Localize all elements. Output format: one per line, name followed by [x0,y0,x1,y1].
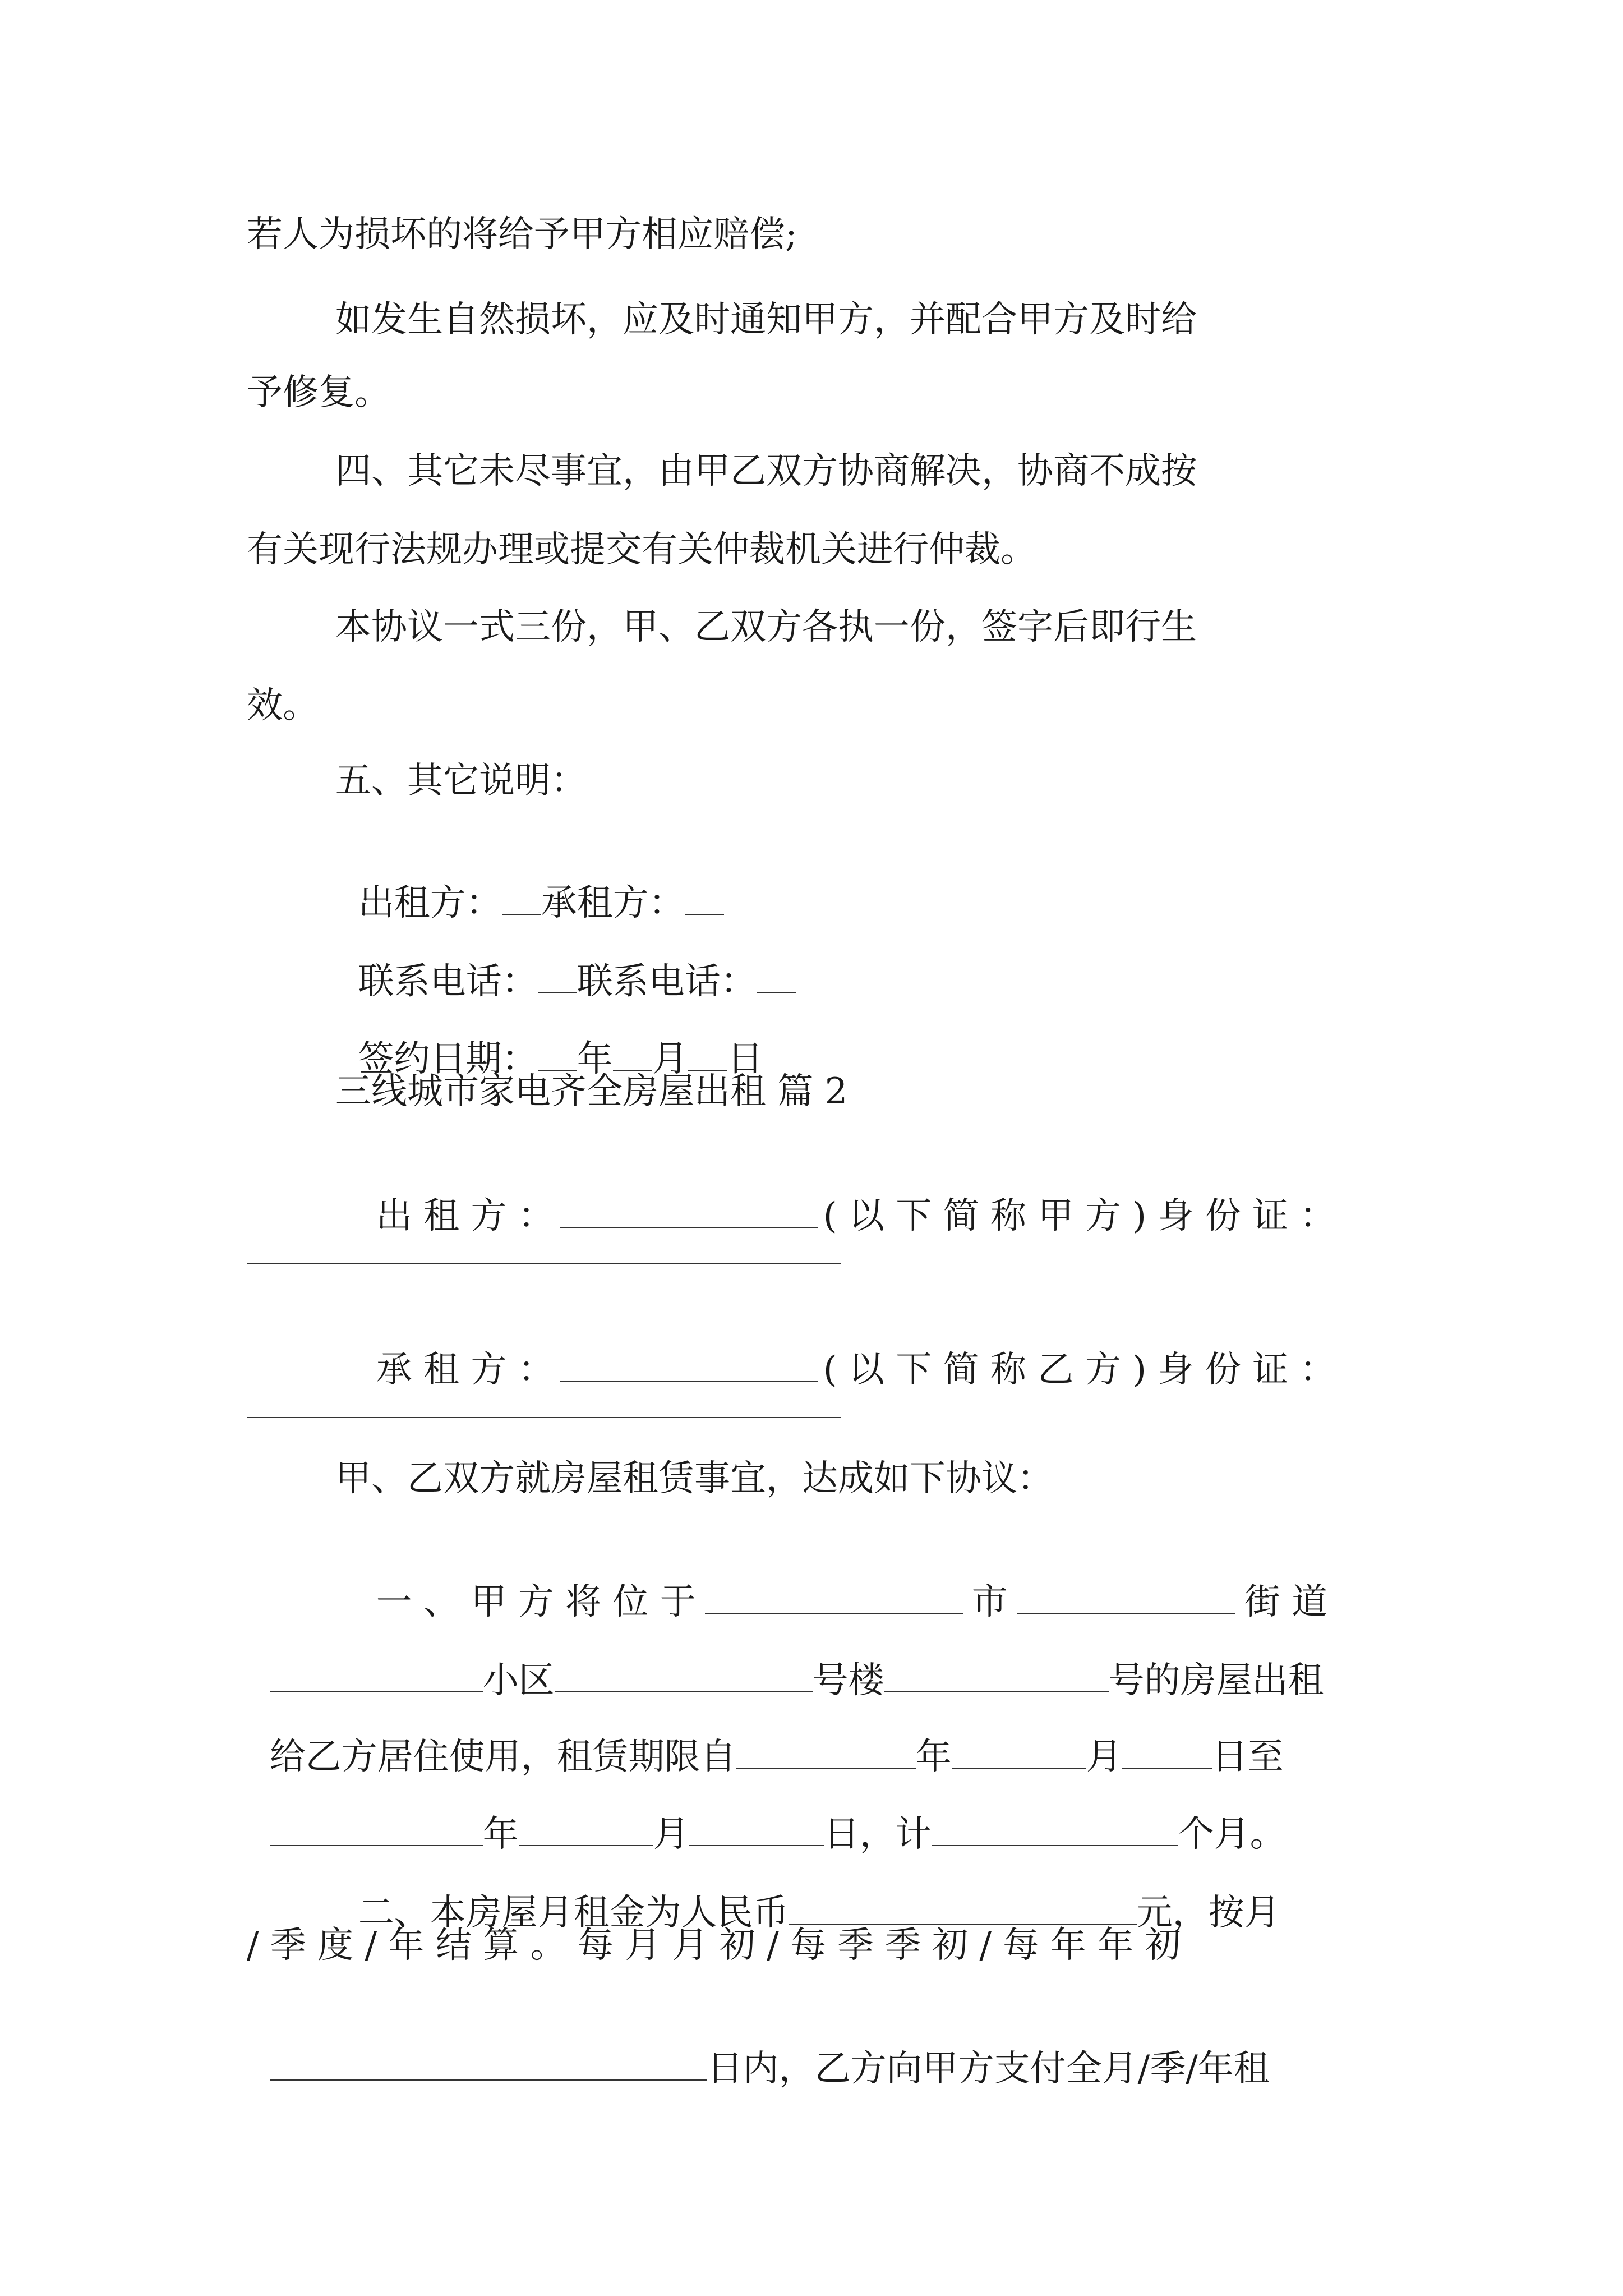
clause-line [335,1846,1280,1935]
label: 市 [971,1581,1008,1623]
blank-field [502,885,541,915]
blank-field [932,1816,1178,1846]
text-line: 予修复。 [247,372,390,413]
blank-field [538,963,577,993]
label: 联系电话： [577,961,757,1002]
label: 出 租 方 ： [376,1195,554,1237]
label: 签约日期： [358,1038,538,1080]
label: 日至 [1211,1736,1284,1778]
label: 日 [727,1038,763,1080]
blank-field [560,1351,818,1382]
label: 小区 [482,1660,555,1701]
signature-line-parties [335,836,724,926]
label: 年 [915,1736,952,1778]
label: 月 [653,1814,689,1855]
blank-field [952,1738,1086,1769]
blank-field [789,1894,1137,1925]
text-line: 有关现行法规办理或提交有关仲裁机关进行仲裁。 [247,529,1036,570]
clause-line [247,2001,1270,2091]
blank-field [560,1198,818,1228]
lessee-line [353,1303,1335,1392]
label: 出租方： [358,882,502,924]
label: 号的房屋出租 [1108,1660,1324,1701]
label: 承 租 方 ： [376,1349,554,1391]
blank-field [884,1662,1109,1692]
label: 元，按月 [1136,1892,1280,1934]
clause-line [247,1690,1284,1779]
text-line: 本协议一式三份，甲、乙双方各执一份，签字后即行生 [335,606,1197,648]
clause-line [247,1767,1286,1857]
blank-field [247,1417,841,1418]
label: 日内，乙方向甲方支付全月/季/年租 [707,2048,1270,2090]
label: 月 [652,1038,688,1080]
label: 年 [482,1814,519,1855]
blank-field [689,1816,824,1846]
blank-field [555,1662,813,1692]
blank-field [1122,1738,1212,1769]
blank-field [613,1041,652,1071]
blank-field [270,1662,483,1692]
text-line: 若人为损坏的将给予甲方相应赔偿; [247,214,797,255]
label: 联系电话： [358,961,538,1002]
blank-field [270,1816,483,1846]
blank-field [1017,1584,1235,1614]
text-line: 四、其它未尽事宜，由甲乙双方协商解决，协商不成按 [335,450,1197,492]
blank-field [736,1738,916,1769]
blank-field [688,1041,727,1071]
signature-line-date [335,992,763,1082]
label: 月 [1086,1736,1122,1778]
label: 年 [577,1038,613,1080]
label: 一 、 甲 方 将 位 于 [376,1581,696,1623]
blank-field [270,2050,707,2081]
label: 街 道 [1244,1581,1328,1623]
text-line: 效。 [247,685,319,726]
text-line: / 季 度 / 年 结 算 。 每 月 月 初 / 每 季 季 初 / 每 年 年 初 [247,1925,1181,1966]
blank-field [247,1263,841,1264]
text-line: 如发生自然损坏，应及时通知甲方，并配合甲方及时给 [335,299,1197,341]
label: 个月。 [1178,1814,1286,1855]
label: 给乙方居住使用，租赁期限自 [269,1736,736,1778]
blank-field [757,963,796,993]
label: 二、本房屋月租金为人民币 [358,1892,789,1934]
blank-field [519,1816,653,1846]
article-title: 三线城市家电齐全房屋出租 篇 2 [335,1071,848,1112]
clause-line [353,1535,1327,1625]
lessor-line [353,1149,1335,1239]
text-line: 甲、乙双方就房屋租赁事宜，达成如下协议： [335,1458,1053,1499]
blank-field [538,1041,577,1071]
label: 承租方： [541,882,685,924]
section-heading: 五、其它说明： [335,760,587,802]
blank-field [705,1584,963,1614]
signature-line-phone [335,914,796,1004]
label: 日，计 [823,1814,932,1855]
label: ( 以 下 简 称 乙 方 ) 身 份 证 ： [823,1349,1336,1391]
label: 号楼 [812,1660,884,1701]
blank-field [685,885,724,915]
label: ( 以 下 简 称 甲 方 ) 身 份 证 ： [823,1195,1336,1237]
